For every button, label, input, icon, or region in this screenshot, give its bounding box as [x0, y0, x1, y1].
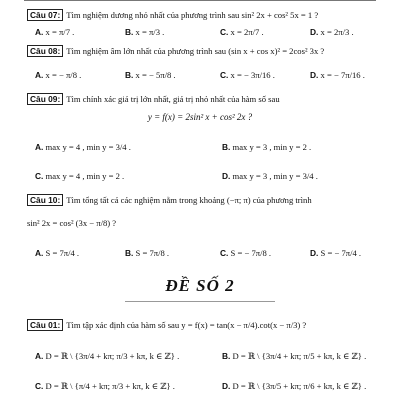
- question-10: [27, 195, 312, 206]
- option-a: A. max y = 4 , min y = 3/4 .: [35, 142, 131, 152]
- option-d: D. x = 2π/3 .: [310, 27, 354, 37]
- option-b: B. x = − 5π/8 .: [125, 70, 176, 80]
- question-label: Câu 01:: [27, 319, 63, 331]
- question-formula: y = f(x) = 2sin² x + cos² 2x ?: [147, 112, 253, 122]
- option-d: D. x = − 7π/16 .: [310, 70, 365, 80]
- option-a: A. x = π/7 .: [35, 27, 75, 37]
- question-text-cont: sin² 2x = cos² (3x − π/8) ?: [27, 218, 117, 228]
- option-b: B. max y = 3 , min y = 2 .: [222, 142, 312, 152]
- option-c: C. x = 2π/7 .: [220, 27, 264, 37]
- question-text: Tìm nghiệm âm lớn nhất của phương trình sau (sin x + cos x)² = 2cos² 3x ?: [66, 46, 325, 56]
- option-c: C. S = − 7π/8 .: [220, 248, 272, 258]
- question-label: Câu 10:: [27, 194, 63, 206]
- option-a: A. x = − π/8 .: [35, 70, 82, 80]
- top-rule: [24, 0, 376, 1]
- question-01: [27, 320, 306, 331]
- section-title: ĐỀ SỐ 2: [165, 276, 235, 295]
- question-07: [27, 10, 318, 21]
- option-d: D. D = ℝ \ {3π/5 + kπ; π/6 + kπ, k ∈ ℤ} .: [222, 381, 367, 391]
- option-a: A. S = 7π/4 .: [35, 248, 80, 258]
- option-d: D. S = − 7π/4 .: [310, 248, 362, 258]
- option-a: A. D = ℝ \ {3π/4 + kπ; π/3 + kπ, k ∈ ℤ} .: [35, 351, 180, 361]
- question-label: Câu 08:: [27, 45, 63, 57]
- option-b: B. D = ℝ \ {3π/4 + kπ; π/5 + kπ, k ∈ ℤ} .: [222, 351, 367, 361]
- title-underline: [125, 301, 275, 302]
- question-text: Tìm tổng tất cả các nghiệm nằm trong khoảng (−π; π) của phương trình: [66, 195, 312, 205]
- question-text: Tìm nghiệm dương nhỏ nhất của phương trình sau sin² 2x + cos² 5x = 1 ?: [66, 10, 319, 20]
- question-label: Câu 07:: [27, 9, 63, 21]
- question-08: [27, 46, 324, 57]
- option-b: B. x = π/3 .: [125, 27, 165, 37]
- question-09: [27, 94, 280, 105]
- option-c: C. x = − 3π/16 .: [220, 70, 275, 80]
- question-text: Tìm tập xác định của hàm số sau y = f(x) = tan(x − π/4).cot(x − π/3) ?: [66, 320, 307, 330]
- option-c: C. D = ℝ \ {π/4 + kπ; π/3 + kπ, k ∈ ℤ} .: [35, 381, 175, 391]
- question-text: Tìm chính xác giá trị lớn nhất, giá trị nhỏ nhất của hàm số sau: [66, 94, 280, 104]
- question-label: Câu 09:: [27, 93, 63, 105]
- option-b: B. S = 7π/8 .: [125, 248, 170, 258]
- option-d: D. max y = 3 , min y = 3/4 .: [222, 171, 318, 181]
- option-c: C. max y = 4 , min y = 2 .: [35, 171, 125, 181]
